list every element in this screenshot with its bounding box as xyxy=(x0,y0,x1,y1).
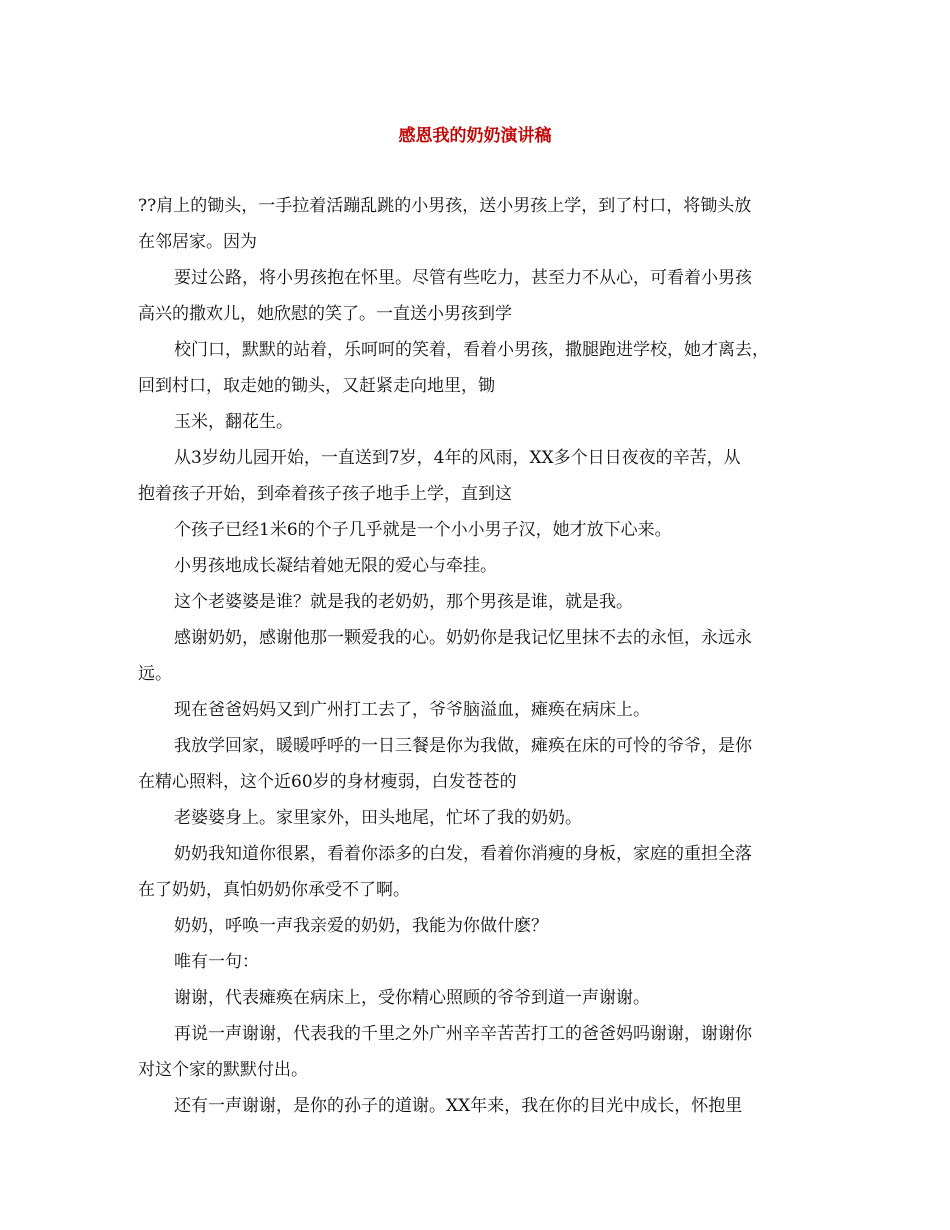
text-line: 感谢奶奶，感谢他那一颗爱我的心。奶奶你是我记忆里抹不去的永恒，永远永 xyxy=(174,628,752,648)
text-line: 从3岁幼儿园开始，一直送到7岁，4年的风雨，XX多个日日夜夜的辛苦，从 xyxy=(174,448,741,468)
text-line: 谢谢，代表瘫痪在病床上，受你精心照顾的爷爷到道一声谢谢。 xyxy=(174,988,650,1008)
text-line: 玉米，翻花生。 xyxy=(174,412,293,432)
text-line: 要过公路，将小男孩抱在怀里。尽管有些吃力，甚至力不从心，可看着小男孩 xyxy=(174,268,752,288)
text-line: 远。 xyxy=(138,664,172,684)
text-line: 在精心照料，这个近60岁的身材瘦弱，白发苍苍的 xyxy=(138,772,517,792)
text-line: 高兴的撒欢儿，她欣慰的笑了。一直送小男孩到学 xyxy=(138,304,512,324)
document-body xyxy=(138,188,818,1124)
text-line: 唯有一句： xyxy=(174,952,259,972)
text-line: 对这个家的默默付出。 xyxy=(138,1060,308,1080)
text-line: 现在爸爸妈妈又到广州打工去了，爷爷脑溢血，瘫痪在病床上。 xyxy=(174,700,650,720)
text-line: 抱着孩子开始，到牵着孩子孩子地手上学，直到这 xyxy=(138,484,512,504)
text-line: 还有一声谢谢，是你的孙子的道谢。XX年来，我在你的目光中成长，怀抱里 xyxy=(174,1096,743,1116)
text-line: 小男孩地成长凝结着她无限的爱心与牵挂。 xyxy=(174,556,497,576)
text-line: 个孩子已经1米6的个子几乎就是一个小小男子汉，她才放下心来。 xyxy=(174,520,672,540)
text-line: 我放学回家，暖暖呼呼的一日三餐是你为我做，瘫痪在床的可怜的爷爷，是你 xyxy=(174,736,752,756)
text-line: 校门口，默默的站着，乐呵呵的笑着，看着小男孩，撒腿跑进学校，她才离去， xyxy=(174,340,769,360)
text-line: 再说一声谢谢，代表我的千里之外广州辛辛苦苦打工的爸爸妈吗谢谢，谢谢你 xyxy=(174,1024,752,1044)
text-line: 奶奶，呼唤一声我亲爱的奶奶，我能为你做什麽？ xyxy=(174,916,548,936)
text-line: 老婆婆身上。家里家外，田头地尾，忙坏了我的奶奶。 xyxy=(174,808,582,828)
text-line: ??肩上的锄头，一手拉着活蹦乱跳的小男孩，送小男孩上学，到了村口，将锄头放 xyxy=(138,196,752,216)
text-line: 在邻居家。因为 xyxy=(138,232,257,252)
text-line: 这个老婆婆是谁？就是我的老奶奶，那个男孩是谁，就是我。 xyxy=(174,592,633,612)
document-title: 感恩我的奶奶演讲稿 xyxy=(398,126,552,146)
text-line: 奶奶我知道你很累，看着你添多的白发，看着你消瘦的身板，家庭的重担全落 xyxy=(174,844,752,864)
text-line: 在了奶奶，真怕奶奶你承受不了啊。 xyxy=(138,880,410,900)
text-line: 回到村口，取走她的锄头，又赶紧走向地里，锄 xyxy=(138,376,495,396)
